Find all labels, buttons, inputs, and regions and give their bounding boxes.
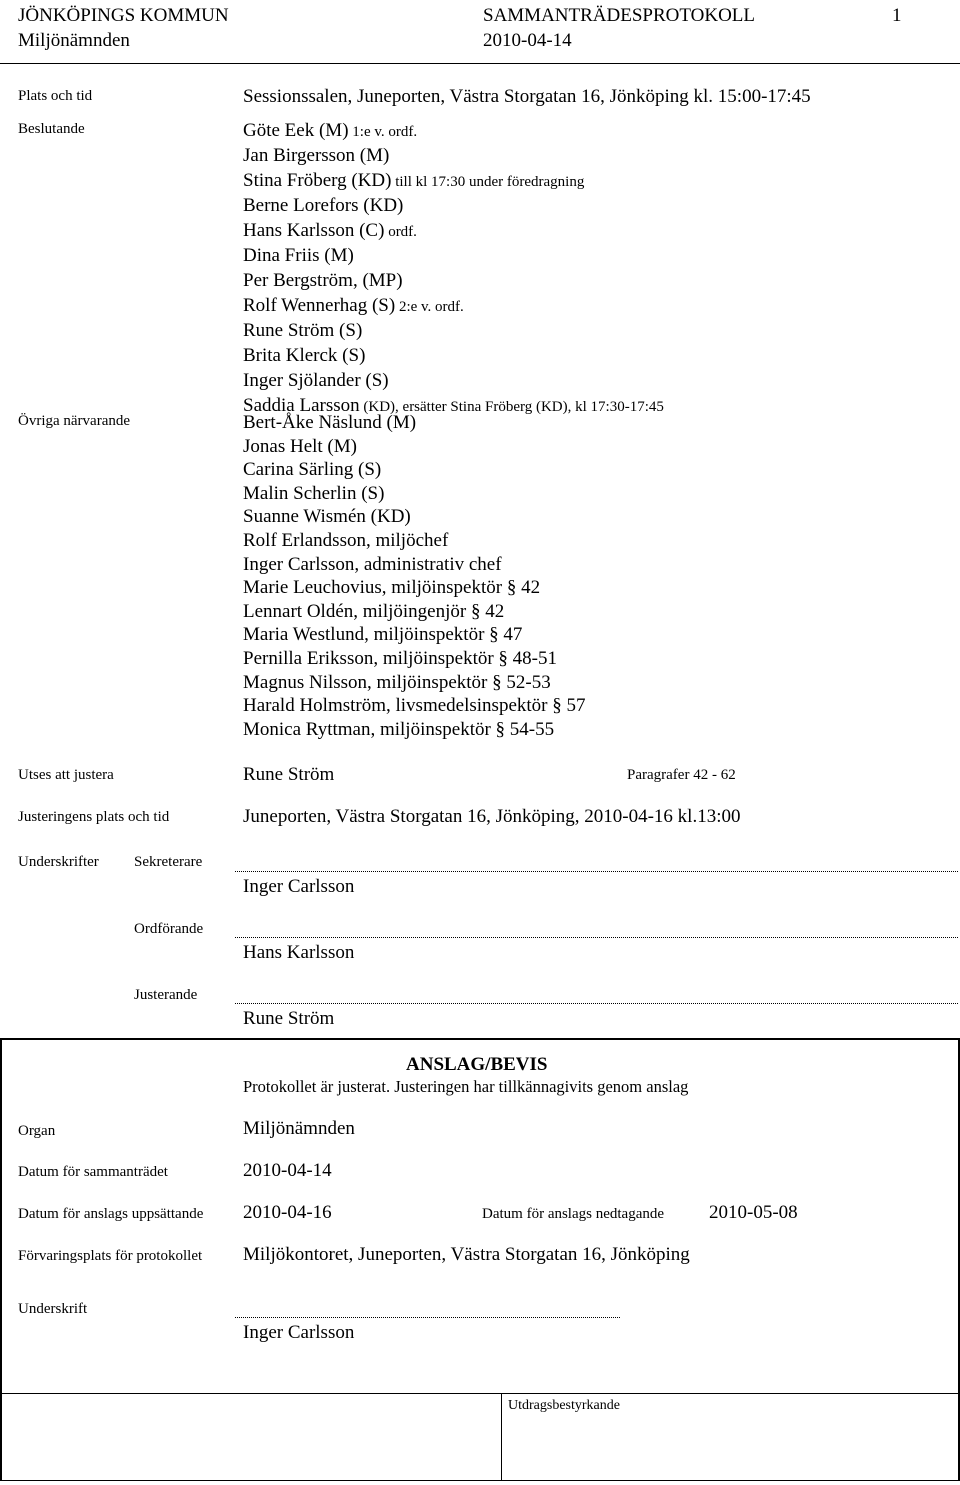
signature-role: Sekreterare	[134, 854, 203, 870]
document-type: SAMMANTRÄDESPROTOKOLL	[483, 5, 756, 26]
place-time-label: Plats och tid	[18, 88, 93, 104]
notice-title: ANSLAG/BEVIS	[406, 1054, 548, 1075]
signature-name: Hans Karlsson	[243, 942, 355, 963]
deciding-member: Göte Eek (M) 1:e v. ordf.	[243, 120, 418, 141]
signature-name: Rune Ström	[243, 1008, 335, 1029]
meeting-date-label: Datum för sammanträdet	[18, 1164, 168, 1180]
removed-date-value: 2010-05-08	[709, 1202, 798, 1223]
other-member: Inger Carlsson, administrativ chef	[243, 553, 502, 575]
posted-date-label: Datum för anslags uppsättande	[18, 1206, 204, 1222]
adjust-place-label: Justeringens plats och tid	[18, 809, 170, 825]
storage-label: Förvaringsplats för protokollet	[18, 1248, 203, 1264]
deciding-member: Per Bergström, (MP)	[243, 270, 403, 291]
other-member: Rolf Erlandsson, miljöchef	[243, 529, 449, 551]
notice-left-border	[0, 1038, 2, 1480]
other-member: Monica Ryttman, miljöinspektör § 54-55	[243, 718, 555, 740]
other-member: Pernilla Eriksson, miljöinspektör § 48-51	[243, 647, 558, 669]
signature-line	[235, 1317, 620, 1318]
signature-line	[235, 1003, 958, 1004]
others-list	[243, 411, 585, 741]
deciding-member: Hans Karlsson (C) ordf.	[243, 220, 417, 241]
signature-role: Ordförande	[134, 921, 204, 937]
storage-value: Miljökontoret, Juneporten, Västra Storgatan 16, Jönköping	[243, 1244, 690, 1265]
removed-date-label: Datum för anslags nedtagande	[482, 1206, 665, 1222]
other-member: Jonas Helt (M)	[243, 435, 357, 457]
signature-line	[235, 937, 958, 938]
signature-name: Inger Carlsson	[243, 876, 355, 897]
deciding-member: Dina Friis (M)	[243, 245, 354, 266]
other-member: Maria Westlund, miljöinspektör § 47	[243, 624, 523, 646]
deciding-list	[243, 119, 664, 419]
deciding-member: Inger Sjölander (S)	[243, 370, 389, 391]
footer-column-divider	[501, 1393, 502, 1480]
deciding-member: Brita Klerck (S)	[243, 345, 366, 366]
deciding-member: Saddia Larsson (KD), ersätter Stina Fröberg (KD), kl 17:30-17:45	[243, 395, 664, 416]
deciding-member: Berne Lorefors (KD)	[243, 195, 404, 216]
posted-date-value: 2010-04-16	[243, 1202, 332, 1223]
certification-label: Utdragsbestyrkande	[508, 1398, 620, 1413]
signature-label: Underskrift	[18, 1301, 88, 1317]
deciding-label: Beslutande	[18, 121, 85, 137]
page-number: 1	[892, 5, 902, 26]
others-label: Övriga närvarande	[18, 413, 131, 429]
header-divider	[0, 63, 960, 64]
other-member: Suanne Wismén (KD)	[243, 506, 411, 528]
footer-divider	[0, 1393, 960, 1394]
other-member: Malin Scherlin (S)	[243, 482, 385, 504]
meeting-date: 2010-04-14	[483, 30, 572, 51]
deciding-member: Stina Fröberg (KD) till kl 17:30 under föredragning	[243, 170, 585, 191]
other-member: Harald Holmström, livsmedelsinspektör § 57	[243, 695, 586, 717]
meeting-date-value: 2010-04-14	[243, 1160, 332, 1181]
adjuster-name: Rune Ström	[243, 764, 335, 785]
other-member: Magnus Nilsson, miljöinspektör § 52-53	[243, 671, 551, 693]
place-time-value: Sessionssalen, Juneporten, Västra Storgatan 16, Jönköping kl. 15:00-17:45	[243, 86, 811, 107]
other-member: Lennart Oldén, miljöingenjör § 42	[243, 600, 505, 622]
deciding-member: Jan Birgersson (M)	[243, 145, 390, 166]
organ-value: Miljönämnden	[243, 1118, 355, 1139]
board-name: Miljönämnden	[18, 30, 130, 51]
deciding-member: Rune Ström (S)	[243, 320, 363, 341]
footer-bottom-border	[0, 1480, 960, 1481]
signature-role: Justerande	[134, 987, 198, 1003]
adjust-place-value: Juneporten, Västra Storgatan 16, Jönköping, 2010-04-16 kl.13:00	[243, 806, 741, 827]
deciding-member: Rolf Wennerhag (S) 2:e v. ordf.	[243, 295, 464, 316]
municipality-name: JÖNKÖPINGS KOMMUN	[18, 5, 229, 26]
other-member: Bert-Åke Näslund (M)	[243, 412, 417, 433]
signatures-label: Underskrifter	[18, 854, 99, 870]
paragraph-range: Paragrafer 42 - 62	[627, 767, 736, 783]
adjuster-label: Utses att justera	[18, 767, 114, 783]
organ-label: Organ	[18, 1123, 56, 1139]
signature-line	[235, 871, 958, 872]
other-member: Carina Särling (S)	[243, 459, 382, 481]
other-member: Marie Leuchovius, miljöinspektör § 42	[243, 577, 541, 599]
signer-name: Inger Carlsson	[243, 1322, 355, 1343]
notice-text: Protokollet är justerat. Justeringen har tillkännagivits genom anslag	[243, 1077, 689, 1096]
notice-top-border	[0, 1038, 960, 1040]
